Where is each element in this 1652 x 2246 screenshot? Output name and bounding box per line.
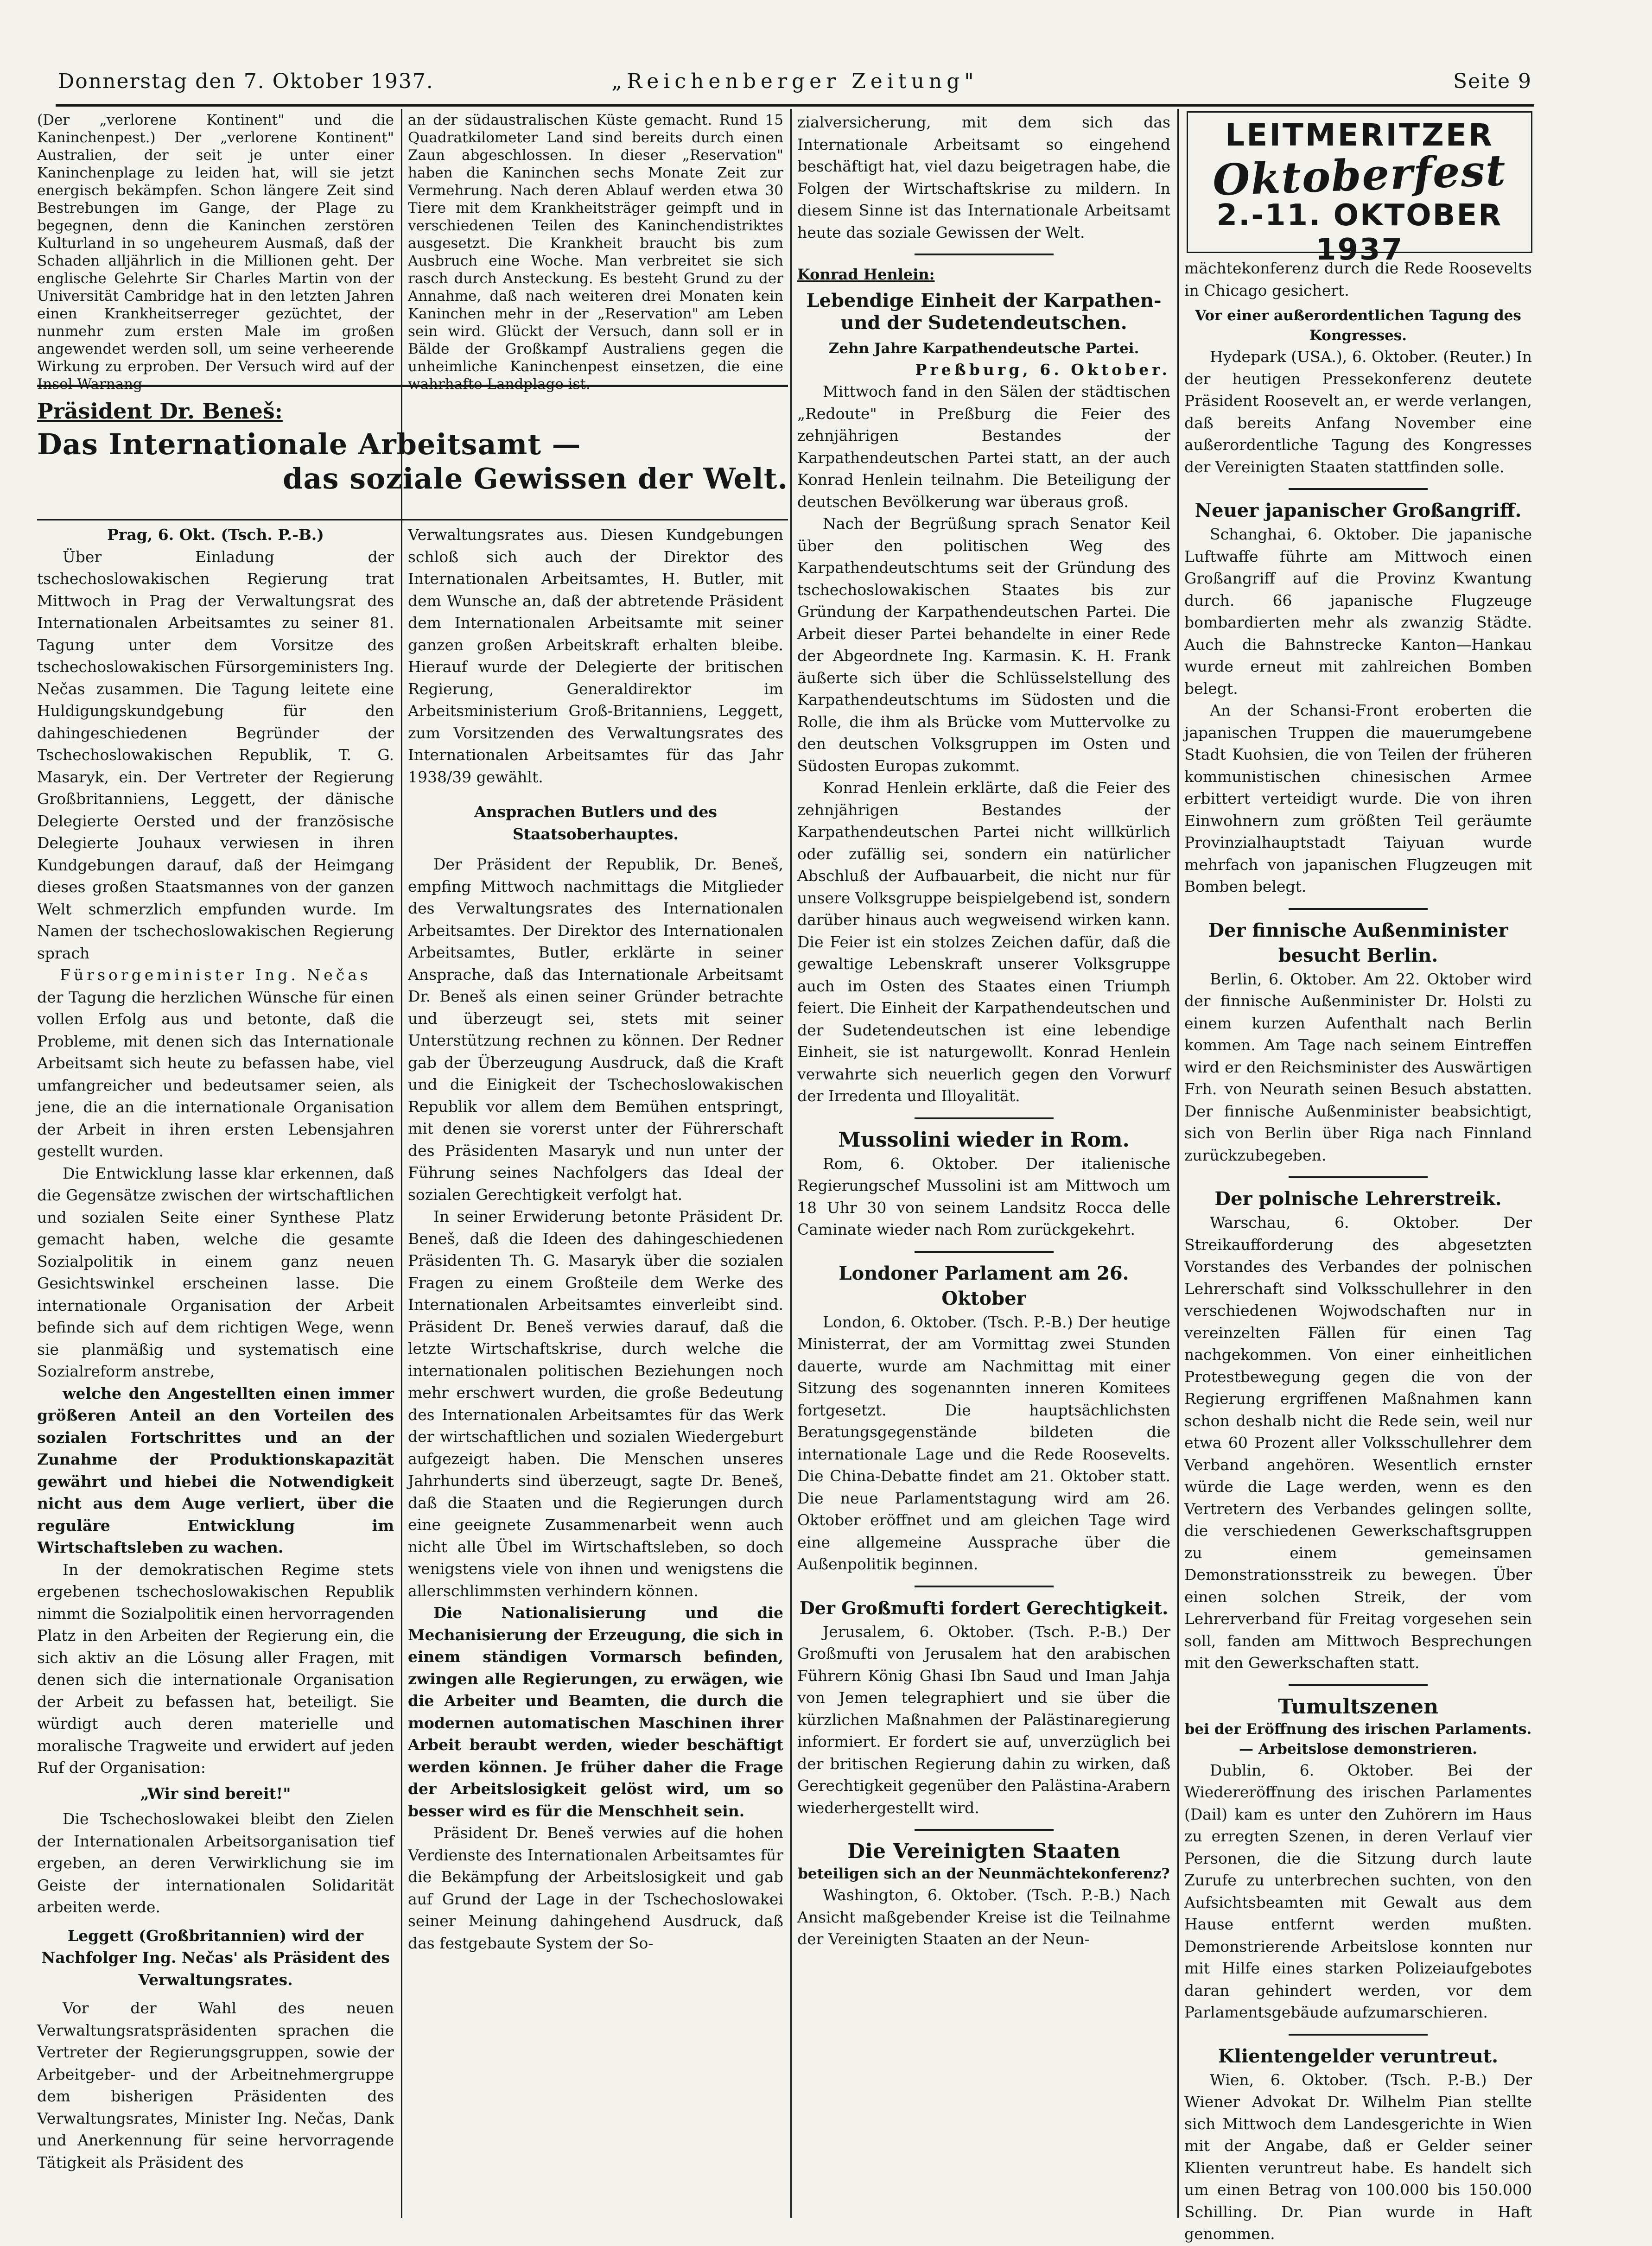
congress-p1: Hydepark (USA.), 6. Oktober. (Reuter.) In der heutigen Pressekonferenz deutete Präsident Roosevelt an, er werde verlangen, daß bereits Anfang November eine außerordentliche Tagung des Kongresses der Vereinigten Staaten stattfinden solle.: [1184, 348, 1532, 476]
benes-p8: Vor der Wahl des neuen Verwaltungsratspräsidenten sprachen die Vertreter der Regierungsgruppen, sowie der Arbeitgeber- und der Arbeitnehmergruppe dem bisherigen Präsidenten des Verwaltungsrates, Minister Ing. Nečas, Dank und Anerkennung für seine hervorragende Tätigkeit als Präsident des: [37, 1999, 394, 2171]
japan-title: Neuer japanischer Großangriff.: [1195, 500, 1522, 521]
henlein-dateline: Preßburg, 6. Oktober.: [915, 360, 1170, 379]
japan-p1: Schanghai, 6. Oktober. Die japanische Luftwaffe führte am Mittwoch einen Großangriff auf die Provinz Kwantung durch. 66 japanische Flugzeuge bombardierten mehr als zwanzig Städte. Auch die Bahnstrecke Kanton—Hankau wurde erneut mit zahlreichen Bomben belegt.: [1184, 525, 1532, 698]
page-header: [58, 70, 1532, 102]
finland-title: Der finnische Außenminister besucht Berlin.: [1208, 919, 1508, 966]
henlein-p3: Konrad Henlein erklärte, daß die Feier des zehnjährigen Bestandes der Karpathendeutschen Partei nicht willkürlich oder zufällig sei, sondern ein natürlicher Abschluß der Aufbauarbeit, die nicht nur für unsere Volksgruppe beispielgebend ist, sondern darüber hinaus auch wegweisend wirken kann. Die Feier ist ein stolzes Zeichen dafür, daß die gewaltige Lebenskraft unserer Volksgruppe auch im Osten des Staates einen Triumph feiert. Die Einheit der Karpathendeutschen und der Sudetendeutschen ist eine lebendige Einheit, sie ist naturgewollt. Konrad Henlein verwahrte sich neuerlich gegen den Vorwurf der Irredenta und Illoyalität.: [797, 779, 1170, 1105]
benes-heading: [37, 394, 788, 496]
separator: [1289, 1176, 1428, 1178]
separator: [915, 1117, 1054, 1119]
usa-p1: Washington, 6. Oktober. (Tsch. P.-B.) Nach Ansicht maßgebender Kreise ist die Teilnahme der Vereinigten Staaten an der Neun-: [797, 1886, 1170, 1948]
benes-subhead-butler: Ansprachen Butlers und des Staatsoberhauptes.: [474, 803, 717, 843]
benes-p7: Die Tschechoslowakei bleibt den Zielen der Internationalen Arbeitsorganisation tief ergeben, an deren Verwirklichung sie im Geiste der internationalen Solidarität arbeiten werde.: [37, 1810, 394, 1916]
issue-date: Donnerstag den 7. Oktober 1937.: [58, 70, 434, 93]
header-rule: [56, 104, 1534, 107]
vienna-title: Klientengelder veruntreut.: [1218, 2045, 1499, 2067]
ad-dates: 2.-11. OKTOBER 1937: [1216, 198, 1503, 267]
benes-col-2: [408, 524, 783, 1954]
benes-p1: Über Einladung der tschechoslowakischen Regierung trat Mittwoch in Prag der Verwaltungsrat des Internationalen Arbeitsamtes zu seiner 81. Tagung unter dem Vorsitze des tschechoslowakischen Fürsorgeministers Ing. Nečas zusammen. Die Tagung leitete eine Huldigungskundgebung für den dahingeschiedenen Begründer der Tschechoslowakischen Republik, T. G. Masaryk, ein. Der Vertreter der Regierung Großbritanniens, Leggett, der dänische Delegierte Oersted und der französische Delegierte Jouhaux verwiesen in ihren Kundgebungen darauf, daß der Heimgang dieses großen Staatsmannes von der ganzen Welt schmerzlich empfunden wurde. Im Namen der tschechoslowakischen Regierung sprach: [37, 547, 394, 962]
benes-col-1: [37, 524, 394, 2173]
benes-dateline: Prag, 6. Okt. (Tsch. P.-B.): [107, 526, 324, 544]
tumult-title: Tumultszenen: [1277, 1694, 1438, 1719]
benes-c2-p2: Der Präsident der Republik, Dr. Beneš, empfing Mittwoch nachmittags die Mitglieder des Verwaltungsrates des Internationalen Arbeitsamtes. Der Direktor des Internationalen Arbeitsamtes, Butler, erklärte in seiner Ansprache, daß das Internationale Arbeitsamt Dr. Beneš als einen seiner Gründer betrachte und überzeugt sei, stets mit seiner Unterstützung rechnen zu können. Der Redner gab der Überzeugung Ausdruck, daß die Kraft und die Einigkeit der Tschechoslowakischen Republik vor allem dem Bemühen entspringt, mit denen sie vorerst unter der Führerschaft des Präsidenten Masaryk und nun unter der Führung seines Nachfolgers das Ideal der sozialen Gerechtigkeit verfolgt hat.: [408, 855, 783, 1204]
kaninchen-text: (Der „verlorene Kontinent" und die Kaninchenpest.) Der „verlorene Kontinent" Australien, der seit je unter einer Kaninchenplage zu leiden hat, will sie jetzt energisch bekämpfen. Schon längere Zeit sind Bestrebungen im Gange, der Plage zu begegnen, denn die Kaninchen zerstören Kulturland in so ungeheurem Ausmaß, daß der Schaden alljährlich in die Millionen geht. Der englische Gelehrte Sir Charles Martin von der Universität Cambridge hat in den letzten Jahren einen Krankheitserreger gezüchtet, der nunmehr zum ersten Male im großen angewendet werden soll, um seine verheerende Wirkung zu erproben. Der Versuch wird auf der Insel Warnang: [37, 112, 394, 393]
mussolini-title: Mussolini wieder in Rom.: [838, 1128, 1130, 1152]
benes-c2-p4: Die Nationalisierung und die Mechanisierung der Erzeugung, die sich in einem ständigen Vormarsch befinden, zwingen alle Regierungen, zu erwägen, wie die Arbeiter und Beamten, die durch die modernen automatischen Maschinen ihrer Arbeit beraubt werden, wieder beschäftigt werden können. Je früher daher die Frage der Arbeitslosigkeit gelöst wird, um so besser wird es für die Menschheit sein.: [408, 1604, 783, 1820]
oktoberfest-ad: [1187, 111, 1532, 267]
congress-sub: Vor einer außerordentlichen Tagung des Kongresses.: [1195, 307, 1521, 344]
benes-c2-p3: In seiner Erwiderung betonte Präsident Dr. Beneš, daß die Ideen des dahingeschiedenen Präsidenten Th. G. Masaryk über die sozialen Fragen zu einem Großteile dem Werke des Internationalen Arbeitsamtes einverleibt sind. Präsident Dr. Beneš verwies darauf, daß die letzte Wirtschaftskrise, durch welche die internationalen politischen Beziehungen noch mehr erschwert wurden, die große Bedeutung des Internationalen Arbeitsamtes für das Werk der wirtschaftlichen und sozialen Wiedergeburt aufgezeigt haben. Die Menschen unseres Jahrhunderts sind überzeugt, sagte Dr. Beneš, daß die Staaten und die Regierungen durch eine geeignete Zusammenarbeit wenn auch nicht alle Übel im Wirtschaftsleben, so doch wenigstens viele von ihnen und wenigstens die allerschlimmsten verhindern können.: [408, 1207, 783, 1600]
finland-p1: Berlin, 6. Oktober. Am 22. Oktober wird der finnische Außenminister Dr. Holsti zu einem kurzen Aufenthalt nach Berlin kommen. Am Tage nach seinem Eintreffen wird er den Reichsminister des Auswärtigen Frh. von Neurath seinen Besuch abstatten. Der finnische Außenminister beabsichtigt, sich von Berlin über Riga nach Finnland zurückzubegeben.: [1184, 970, 1532, 1164]
henlein-sub: Zehn Jahre Karpathendeutsche Partei.: [828, 340, 1139, 357]
benes-kicker: Präsident Dr. Beneš:: [37, 399, 283, 424]
usa-title: Die Vereinigten Staaten: [847, 1840, 1120, 1863]
col3-intro: zialversicherung, mit dem sich das Internationale Arbeitsamt so eingehend beschäftigt hat, viel dazu beigetragen habe, die Folgen der Wirtschaftskrise zu mildern. In diesem Sinne ist das Internationale Arbeitsamt heute das soziale Gewissen der Welt.: [797, 113, 1170, 241]
benes-title-2: das soziale Gewissen der Welt.: [283, 462, 788, 495]
column-rule-3: [1177, 109, 1179, 2218]
col-3: [797, 111, 1170, 1950]
page-number: Seite 9: [1453, 70, 1532, 93]
ad-town: LEITMERITZER: [1225, 117, 1494, 153]
henlein-kicker: Konrad Henlein:: [797, 266, 935, 283]
london-title: Londoner Parlament am 26. Oktober: [839, 1262, 1129, 1309]
separator: [1289, 1684, 1428, 1686]
mussolini-p1: Rom, 6. Oktober. Der italienische Regierungschef Mussolini ist am Mittwoch um 18 Uhr 30 von seinem Landsitz Rocca delle Caminate wieder nach Rom zurückgekehrt.: [797, 1154, 1170, 1238]
vienna-p1: Wien, 6. Oktober. (Tsch. P.-B.) Der Wiener Advokat Dr. Wilhelm Pian stellte sich Mittwoch dem Landesgerichte in Wien mit der Angabe, daß er Gelder seiner Klienten veruntreut habe. Es handelt sich um einen Betrag von 100.000 bis 150.000 Schilling. Dr. Pian wurde in Haft genommen.: [1184, 2070, 1532, 2243]
benes-title-1: Das Internationale Arbeitsamt —: [37, 427, 581, 461]
separator: [1289, 2034, 1428, 2036]
benes-subhead-leggett: Leggett (Großbritannien) wird der Nachfolger Ing. Nečas' als Präsident des Verwaltungsrates.: [41, 1926, 390, 1989]
benes-p5: welche den Angestellten einen immer größeren Anteil an den Vorteilen des sozialen Fortschrittes und an der Zunahme der Produktionskapazität gewährt und hiebei die Notwendigkeit nicht aus dem Auge verliert, über die reguläre Entwicklung im Wirtschaftsleben zu wachen.: [37, 1384, 394, 1556]
separator: [1289, 908, 1428, 910]
benes-p6: In der demokratischen Regime stets ergebenen tschechoslowakischen Republik nimmt die Sozialpolitik einen hervorragenden Platz in den Arbeiten der Regierung ein, die sich aktiv an die Lösung aller Fragen, mit denen sich die internationale Organisation der Arbeit zu befassen hat, beteiligt. Sie würdigt auch deren materielle und moralische Tragweite und erwidert auf jeden Ruf der Organisation:: [37, 1560, 394, 1776]
separator: [915, 1251, 1054, 1253]
henlein-title: Lebendige Einheit der Karpathen- und der Sudetendeutschen.: [806, 289, 1162, 334]
separator: [915, 254, 1054, 255]
benes-p4: Die Entwicklung lasse klar erkennen, daß die Gegensätze zwischen der wirtschaftlichen und sozialen Seite einer Synthese Platz gemacht haben, welche die gesamte Sozialpolitik in einem ganz neuen Gesichtswinkel erscheinen lasse. Die internationale Organisation der Arbeit befinde sich auf dem richtigen Wege, wenn sie planmäßig und systematisch eine Sozialreform anstrebe,: [37, 1164, 394, 1380]
poland-p1: Warschau, 6. Oktober. Der Streikaufforderung des abgesetzten Vorstandes des Verbandes der polnischen Lehrerschaft sind Volksschullehrer in den verschiedenen Wojwodschaften nur in vereinzelten Fällen für einen Tag nachgekommen. Von einer einheitlichen Protestbewegung gegen die von der Regierung ergriffenen Maßnahmen kann schon deshalb nicht die Rede sein, weil nur etwa 60 Prozent aller Volksschullehrer dem Verband angehören. Wesentlich ernster würde die Lage werden, wenn es den Vertretern des Verbandes gelingen sollte, die verschiedenen Gewerkschaftsgruppen zu einem gemeinsamen Demonstrationsstreik zu bewegen. Über einen solchen Streik, der vom Lehrerverband für Freitag vorgesehen sein soll, fanden am Mittwoch Besprechungen mit den Gewerkschaften statt.: [1184, 1213, 1532, 1672]
benes-minister: Fürsorgeminister Ing. Nečas: [60, 966, 371, 984]
col4-intro: mächtekonferenz durch die Rede Roosevelts in Chicago gesichert.: [1184, 259, 1532, 299]
top-left-article: [37, 111, 394, 393]
ad-event: Oktoberfest: [1212, 145, 1507, 206]
mufti-title: Der Großmufti fordert Gerechtigkeit.: [799, 1597, 1169, 1618]
japan-p2: An der Schansi-Front eroberten die japanischen Truppen die mauerumgebene Stadt Kuohsien, die von Teilen der früheren kommunistischen chinesischen Armee erbittert verteidigt wurde. Die von ihren Einwohnern zum größten Teil geräumte Provinzialhauptstadt Taiyuan wurde mehrfach von japanischen Flugzeugen mit Bomben belegt.: [1184, 701, 1532, 895]
benes-p3: der Tagung die herzlichen Wünsche für einen vollen Erfolg aus und betonte, daß die Probleme, mit denen sich das Internationale Arbeitsamt sich heute zu befassen habe, viel umfangreicher und bedeutsamer seien, als jene, die an die internationale Organisation der Arbeit in ihren ersten Lebensjahren gestellt wurden.: [37, 988, 394, 1160]
separator: [915, 1829, 1054, 1831]
tumult-sub: bei der Eröffnung des irischen Parlaments. — Arbeitslose demonstrieren.: [1184, 1720, 1532, 1757]
poland-title: Der polnische Lehrerstreik.: [1214, 1188, 1502, 1210]
top-mid-article: [408, 111, 783, 393]
henlein-p2: Nach der Begrüßung sprach Senator Keil über den politischen Weg des Karpathendeutschtums seit der Gründung des tschechoslowakischen Staates bis zur Gründung der Karpathendeutschen Partei. Die Arbeit dieser Partei behandelte in einer Rede der Abgeordnete Ing. Karmasin. K. H. Frank äußerte sich über die Schlüsselstellung des Karpathendeutschtums im Südosten und die Rolle, die ihm als Brücke vom Muttervolke zu den deutschen Volksgruppen im Osten und Südosten Europas zukommt.: [797, 514, 1170, 775]
henlein-p1: Mittwoch fand in den Sälen der städtischen „Redoute" in Preßburg die Feier des zehnjährigen Bestandes der Karpathendeutschen Partei statt, an der auch Konrad Henlein teilnahm. Die Beteiligung der deutschen Bevölkerung war überaus groß.: [797, 382, 1170, 511]
benes-title-rule: [37, 519, 788, 520]
col-4: [1184, 257, 1532, 2245]
separator: [1289, 488, 1428, 490]
london-p1: London, 6. Oktober. (Tsch. P.-B.) Der heutige Ministerrat, der am Vormittag zwei Stunden dauerte, wurde am Nachmittag mit einer Sitzung des sogenannten inneren Komitees fortgesetzt. Die hauptsächlichsten Beratungsgegenstände bildeten die internationale Lage und die Rede Roosevelts. Die China-Debatte findet am 21. Oktober statt. Die neue Parlamentstagung wird am 26. Oktober eröffnet und am gleichen Tage wird eine allgemeine Aussprache über die Außenpolitik beginnen.: [797, 1313, 1170, 1573]
benes-subhead-bereit: „Wir sind bereit!": [140, 1784, 291, 1802]
newspaper-title: „Reichenberger Zeitung": [611, 70, 978, 93]
column-rule-2: [790, 109, 792, 2218]
kaninchen-continued: an der südaustralischen Küste gemacht. Rund 15 Quadratkilometer Land sind bereits durch einen Zaun abgeschlossen. In dieser „Reservation" haben die Kaninchen sechs Monate Zeit zur Vermehrung. Nach deren Ablauf werden etwa 30 Tiere mit dem Krankheitsträger geimpft und in verschiedenen Teilen des Kaninchendistriktes ausgesetzt. Die Krankheit braucht bis zum Ausbruch eine Woche. Man verbreitet sie sich rasch durch Ansteckung. Es besteht Grund zu der Annahme, daß nach weiteren drei Monaten kein Kaninchen mehr in der „Reservation" am Leben sein wird. Glückt der Versuch, dann soll er in Bälde der Großkampf Australiens gegen die unheimliche Kaninchenpest einsetzen, die eine wahrhafte Landplage ist.: [408, 112, 783, 393]
mufti-p1: Jerusalem, 6. Oktober. (Tsch. P.-B.) Der Großmufti von Jerusalem hat den arabischen Führern König Ghasi Ibn Saud und Iman Jahja von Jemen telegraphiert und sie über die kürzlichen Maßnahmen der Palästinaregierung informiert. Er fordert sie auf, unverzüglich bei der britischen Regierung dahin zu wirken, daß Gerechtigkeit gegenüber den Palästina-Arabern wiederhergestellt wird.: [797, 1622, 1170, 1817]
benes-c2-p1: Verwaltungsrates aus. Diesen Kundgebungen schloß sich auch der Direktor des Internationalen Arbeitsamtes, H. Butler, mit dem Wunsche an, daß der abtretende Präsident dem Internationalen Arbeitsamte mit seiner ganzen großen Arbeitskraft erhalten bleibe. Hierauf wurde der Delegierte der britischen Regierung, Generaldirektor im Arbeitsministerium Groß-Britanniens, Leggett, zum Vorsitzenden des Verwaltungsrates des Internationalen Arbeitsamtes für das Jahr 1938/39 gewählt.: [408, 526, 783, 786]
separator: [915, 1586, 1054, 1587]
tumult-p1: Dublin, 6. Oktober. Bei der Wiedereröffnung des irischen Parlamentes (Dail) kam es unter den Zuhörern im Haus zu erregten Szenen, in deren Verlauf vier Personen, die die Sitzung durch laute Zurufe zu unterbrechen suchten, von den Aufsichtsbeamten mit Gewalt aus dem Hause entfernt werden mußten. Demonstrierende Arbeitslose konnten nur mit Hilfe eines starken Polizeiaufgebotes daran gehindert werden, vor dem Parlamentsgebäude aufzumarschieren.: [1184, 1761, 1532, 2021]
benes-c2-p5: Präsident Dr. Beneš verwies auf die hohen Verdienste des Internationalen Arbeitsamtes für die Bekämpfung der Arbeitslosigkeit und gab auf Grund der Lage in der Tschechoslowakei seiner Meinung dahingehend Ausdruck, daß das festgebaute System der So-: [408, 1824, 783, 1952]
usa-sub: beteiligen sich an der Neunmächtekonferenz?: [798, 1865, 1170, 1882]
